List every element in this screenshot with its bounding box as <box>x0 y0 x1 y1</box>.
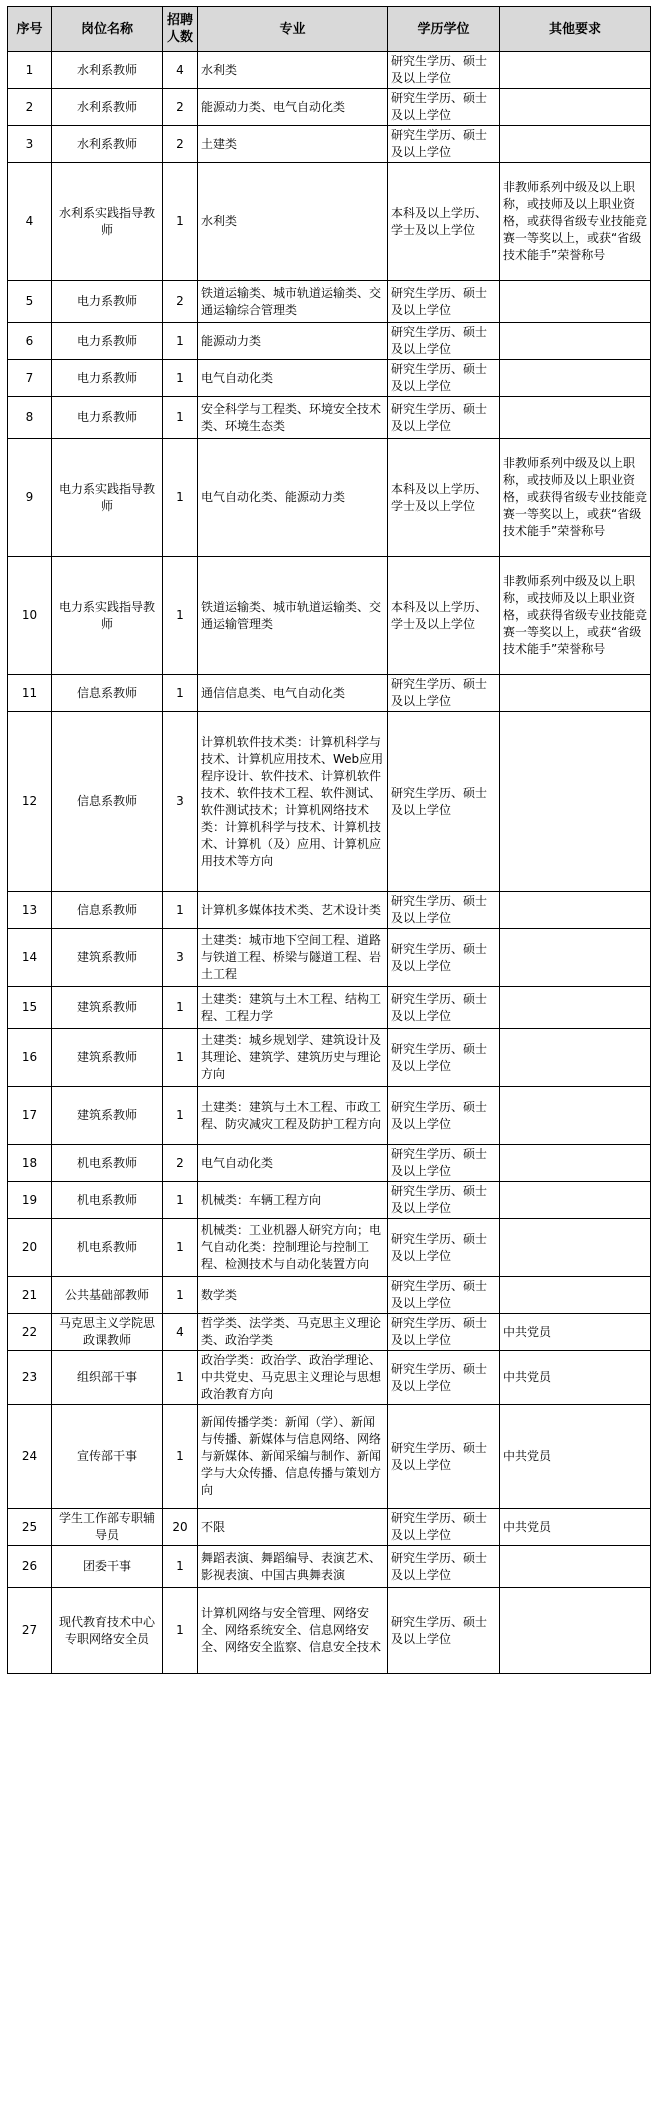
cell-major: 通信信息类、电气自动化类 <box>198 675 388 712</box>
cell-major: 土建类：建筑与土木工程、结构工程、工程力学 <box>198 987 388 1029</box>
cell-count: 1 <box>163 1405 198 1509</box>
cell-count: 1 <box>163 397 198 439</box>
cell-education: 研究生学历、硕士及以上学位 <box>388 126 500 163</box>
cell-other: 中共党员 <box>500 1405 651 1509</box>
cell-no: 13 <box>8 892 52 929</box>
cell-no: 4 <box>8 163 52 281</box>
cell-education: 研究生学历、硕士及以上学位 <box>388 712 500 892</box>
cell-count: 1 <box>163 1277 198 1314</box>
cell-education: 研究生学历、硕士及以上学位 <box>388 1277 500 1314</box>
table-row <box>8 987 651 1029</box>
header-position: 岗位名称 <box>52 7 163 52</box>
table-row <box>8 163 651 281</box>
cell-count: 1 <box>163 892 198 929</box>
cell-education: 本科及以上学历、学士及以上学位 <box>388 439 500 557</box>
table-row <box>8 360 651 397</box>
cell-position: 建筑系教师 <box>52 1087 163 1145</box>
table-row <box>8 929 651 987</box>
cell-no: 24 <box>8 1405 52 1509</box>
table-row <box>8 1277 651 1314</box>
cell-major: 土建类：建筑与土木工程、市政工程、防灾减灾工程及防护工程方向 <box>198 1087 388 1145</box>
cell-education: 研究生学历、硕士及以上学位 <box>388 1509 500 1546</box>
cell-position: 机电系教师 <box>52 1219 163 1277</box>
table-header-row <box>8 7 651 52</box>
cell-other <box>500 987 651 1029</box>
table-row <box>8 712 651 892</box>
cell-other <box>500 397 651 439</box>
cell-major: 土建类：城市地下空间工程、道路与铁道工程、桥梁与隧道工程、岩土工程 <box>198 929 388 987</box>
table-row <box>8 1509 651 1546</box>
cell-count: 1 <box>163 1588 198 1674</box>
cell-education: 研究生学历、硕士及以上学位 <box>388 323 500 360</box>
table-row <box>8 1588 651 1674</box>
cell-other <box>500 52 651 89</box>
cell-count: 2 <box>163 1145 198 1182</box>
cell-other <box>500 1029 651 1087</box>
cell-major: 铁道运输类、城市轨道运输类、交通运输管理类 <box>198 557 388 675</box>
cell-no: 15 <box>8 987 52 1029</box>
cell-major: 水利类 <box>198 163 388 281</box>
header-education: 学历学位 <box>388 7 500 52</box>
cell-education: 研究生学历、硕士及以上学位 <box>388 397 500 439</box>
cell-other <box>500 1182 651 1219</box>
cell-other <box>500 1087 651 1145</box>
cell-position: 信息系教师 <box>52 712 163 892</box>
cell-position: 团委干事 <box>52 1546 163 1588</box>
cell-other <box>500 281 651 323</box>
table-row <box>8 1351 651 1405</box>
cell-count: 1 <box>163 1087 198 1145</box>
cell-count: 4 <box>163 52 198 89</box>
cell-no: 19 <box>8 1182 52 1219</box>
cell-education: 研究生学历、硕士及以上学位 <box>388 1314 500 1351</box>
cell-major: 舞蹈表演、舞蹈编导、表演艺术、影视表演、中国古典舞表演 <box>198 1546 388 1588</box>
cell-major: 能源动力类 <box>198 323 388 360</box>
cell-position: 建筑系教师 <box>52 1029 163 1087</box>
cell-education: 研究生学历、硕士及以上学位 <box>388 987 500 1029</box>
cell-count: 3 <box>163 929 198 987</box>
cell-education: 研究生学历、硕士及以上学位 <box>388 929 500 987</box>
cell-other: 中共党员 <box>500 1314 651 1351</box>
cell-education: 研究生学历、硕士及以上学位 <box>388 1546 500 1588</box>
cell-count: 1 <box>163 439 198 557</box>
cell-no: 3 <box>8 126 52 163</box>
cell-count: 1 <box>163 1219 198 1277</box>
cell-education: 研究生学历、硕士及以上学位 <box>388 89 500 126</box>
cell-major: 能源动力类、电气自动化类 <box>198 89 388 126</box>
cell-major: 水利类 <box>198 52 388 89</box>
table-row <box>8 281 651 323</box>
cell-position: 现代教育技术中心专职网络安全员 <box>52 1588 163 1674</box>
cell-major: 计算机软件技术类：计算机科学与技术、计算机应用技术、Web应用程序设计、软件技术、计算机软件技术、软件技术工程、软件测试、软件测试技术；计算机网络技术类：计算机科学与技术、计算机技术、计算机（及）应用、计算机应用技术等方向 <box>198 712 388 892</box>
cell-position: 建筑系教师 <box>52 987 163 1029</box>
cell-major: 政治学类：政治学、政治学理论、中共党史、马克思主义理论与思想政治教育方向 <box>198 1351 388 1405</box>
cell-no: 16 <box>8 1029 52 1087</box>
cell-no: 27 <box>8 1588 52 1674</box>
header-major: 专业 <box>198 7 388 52</box>
cell-other <box>500 323 651 360</box>
cell-no: 17 <box>8 1087 52 1145</box>
cell-position: 公共基础部教师 <box>52 1277 163 1314</box>
cell-no: 22 <box>8 1314 52 1351</box>
table-row <box>8 892 651 929</box>
cell-major: 安全科学与工程类、环境安全技术类、环境生态类 <box>198 397 388 439</box>
table-row <box>8 675 651 712</box>
header-no: 序号 <box>8 7 52 52</box>
cell-other <box>500 892 651 929</box>
cell-education: 研究生学历、硕士及以上学位 <box>388 1219 500 1277</box>
cell-no: 5 <box>8 281 52 323</box>
cell-other: 中共党员 <box>500 1509 651 1546</box>
cell-position: 电力系实践指导教师 <box>52 557 163 675</box>
cell-other: 非教师系列中级及以上职称，或技师及以上职业资格，或获得省级专业技能竞赛一等奖以上，或获“省级技术能手”荣誉称号 <box>500 439 651 557</box>
cell-education: 本科及以上学历、学士及以上学位 <box>388 557 500 675</box>
cell-no: 26 <box>8 1546 52 1588</box>
cell-other: 非教师系列中级及以上职称，或技师及以上职业资格，或获得省级专业技能竞赛一等奖以上，或获“省级技术能手”荣誉称号 <box>500 163 651 281</box>
cell-major: 哲学类、法学类、马克思主义理论类、政治学类 <box>198 1314 388 1351</box>
cell-major: 计算机网络与安全管理、网络安全、网络系统安全、信息网络安全、网络安全监察、信息安全技术 <box>198 1588 388 1674</box>
cell-count: 1 <box>163 987 198 1029</box>
cell-major: 计算机多媒体技术类、艺术设计类 <box>198 892 388 929</box>
cell-major: 电气自动化类 <box>198 360 388 397</box>
cell-no: 14 <box>8 929 52 987</box>
cell-other <box>500 1588 651 1674</box>
cell-education: 研究生学历、硕士及以上学位 <box>388 281 500 323</box>
cell-count: 1 <box>163 323 198 360</box>
cell-major: 不限 <box>198 1509 388 1546</box>
cell-major: 数学类 <box>198 1277 388 1314</box>
cell-position: 宣传部干事 <box>52 1405 163 1509</box>
cell-no: 1 <box>8 52 52 89</box>
cell-other <box>500 929 651 987</box>
cell-other <box>500 712 651 892</box>
table-row <box>8 126 651 163</box>
cell-other <box>500 360 651 397</box>
cell-major: 土建类：城乡规划学、建筑设计及其理论、建筑学、建筑历史与理论方向 <box>198 1029 388 1087</box>
table-row <box>8 557 651 675</box>
cell-no: 18 <box>8 1145 52 1182</box>
cell-other <box>500 126 651 163</box>
table-row <box>8 1219 651 1277</box>
cell-education: 研究生学历、硕士及以上学位 <box>388 360 500 397</box>
cell-no: 20 <box>8 1219 52 1277</box>
cell-education: 研究生学历、硕士及以上学位 <box>388 52 500 89</box>
cell-position: 电力系教师 <box>52 281 163 323</box>
cell-no: 8 <box>8 397 52 439</box>
table-row <box>8 1546 651 1588</box>
cell-no: 23 <box>8 1351 52 1405</box>
cell-other: 中共党员 <box>500 1351 651 1405</box>
table-row <box>8 1087 651 1145</box>
cell-count: 1 <box>163 1546 198 1588</box>
cell-no: 11 <box>8 675 52 712</box>
cell-education: 研究生学历、硕士及以上学位 <box>388 892 500 929</box>
table-row <box>8 89 651 126</box>
cell-position: 电力系教师 <box>52 360 163 397</box>
cell-other <box>500 1277 651 1314</box>
cell-position: 电力系教师 <box>52 397 163 439</box>
cell-count: 1 <box>163 675 198 712</box>
table-row <box>8 1145 651 1182</box>
cell-other <box>500 1219 651 1277</box>
cell-no: 10 <box>8 557 52 675</box>
cell-count: 1 <box>163 557 198 675</box>
cell-no: 6 <box>8 323 52 360</box>
cell-no: 7 <box>8 360 52 397</box>
cell-education: 研究生学历、硕士及以上学位 <box>388 1351 500 1405</box>
table-row <box>8 1029 651 1087</box>
cell-education: 研究生学历、硕士及以上学位 <box>388 1405 500 1509</box>
cell-count: 1 <box>163 1182 198 1219</box>
cell-position: 电力系实践指导教师 <box>52 439 163 557</box>
cell-major: 土建类 <box>198 126 388 163</box>
cell-no: 9 <box>8 439 52 557</box>
cell-no: 21 <box>8 1277 52 1314</box>
table-row <box>8 397 651 439</box>
cell-other <box>500 1546 651 1588</box>
cell-position: 信息系教师 <box>52 675 163 712</box>
cell-education: 研究生学历、硕士及以上学位 <box>388 1145 500 1182</box>
cell-education: 研究生学历、硕士及以上学位 <box>388 675 500 712</box>
table-row <box>8 1405 651 1509</box>
cell-count: 1 <box>163 1029 198 1087</box>
cell-major: 机械类：车辆工程方向 <box>198 1182 388 1219</box>
cell-count: 2 <box>163 281 198 323</box>
cell-other <box>500 89 651 126</box>
cell-count: 20 <box>163 1509 198 1546</box>
cell-major: 机械类：工业机器人研究方向；电气自动化类：控制理论与控制工程、检测技术与自动化装置方向 <box>198 1219 388 1277</box>
cell-major: 铁道运输类、城市轨道运输类、交通运输综合管理类 <box>198 281 388 323</box>
cell-other: 非教师系列中级及以上职称，或技师及以上职业资格，或获得省级专业技能竞赛一等奖以上，或获“省级技术能手”荣誉称号 <box>500 557 651 675</box>
cell-position: 电力系教师 <box>52 323 163 360</box>
cell-no: 25 <box>8 1509 52 1546</box>
cell-position: 建筑系教师 <box>52 929 163 987</box>
cell-count: 1 <box>163 163 198 281</box>
cell-no: 2 <box>8 89 52 126</box>
cell-position: 水利系教师 <box>52 89 163 126</box>
cell-position: 学生工作部专职辅导员 <box>52 1509 163 1546</box>
cell-position: 水利系教师 <box>52 52 163 89</box>
cell-major: 电气自动化类、能源动力类 <box>198 439 388 557</box>
cell-education: 研究生学历、硕士及以上学位 <box>388 1029 500 1087</box>
table-row <box>8 1314 651 1351</box>
cell-position: 马克思主义学院思政课教师 <box>52 1314 163 1351</box>
cell-major: 电气自动化类 <box>198 1145 388 1182</box>
cell-count: 1 <box>163 1351 198 1405</box>
cell-education: 本科及以上学历、学士及以上学位 <box>388 163 500 281</box>
header-count: 招聘人数 <box>163 7 198 52</box>
cell-count: 4 <box>163 1314 198 1351</box>
table-row <box>8 439 651 557</box>
cell-education: 研究生学历、硕士及以上学位 <box>388 1182 500 1219</box>
cell-count: 2 <box>163 126 198 163</box>
header-other: 其他要求 <box>500 7 651 52</box>
cell-position: 水利系教师 <box>52 126 163 163</box>
cell-count: 1 <box>163 360 198 397</box>
cell-count: 2 <box>163 89 198 126</box>
cell-position: 组织部干事 <box>52 1351 163 1405</box>
cell-other <box>500 1145 651 1182</box>
cell-major: 新闻传播学类：新闻（学）、新闻与传播、新媒体与信息网络、网络与新媒体、新闻采编与制作、新闻学与大众传播、信息传播与策划方向 <box>198 1405 388 1509</box>
cell-position: 机电系教师 <box>52 1145 163 1182</box>
cell-position: 机电系教师 <box>52 1182 163 1219</box>
cell-other <box>500 675 651 712</box>
cell-position: 信息系教师 <box>52 892 163 929</box>
cell-count: 3 <box>163 712 198 892</box>
cell-no: 12 <box>8 712 52 892</box>
table-row <box>8 1182 651 1219</box>
cell-position: 水利系实践指导教师 <box>52 163 163 281</box>
cell-education: 研究生学历、硕士及以上学位 <box>388 1087 500 1145</box>
table-row <box>8 52 651 89</box>
table-row <box>8 323 651 360</box>
cell-education: 研究生学历、硕士及以上学位 <box>388 1588 500 1674</box>
recruitment-table <box>7 6 651 1674</box>
